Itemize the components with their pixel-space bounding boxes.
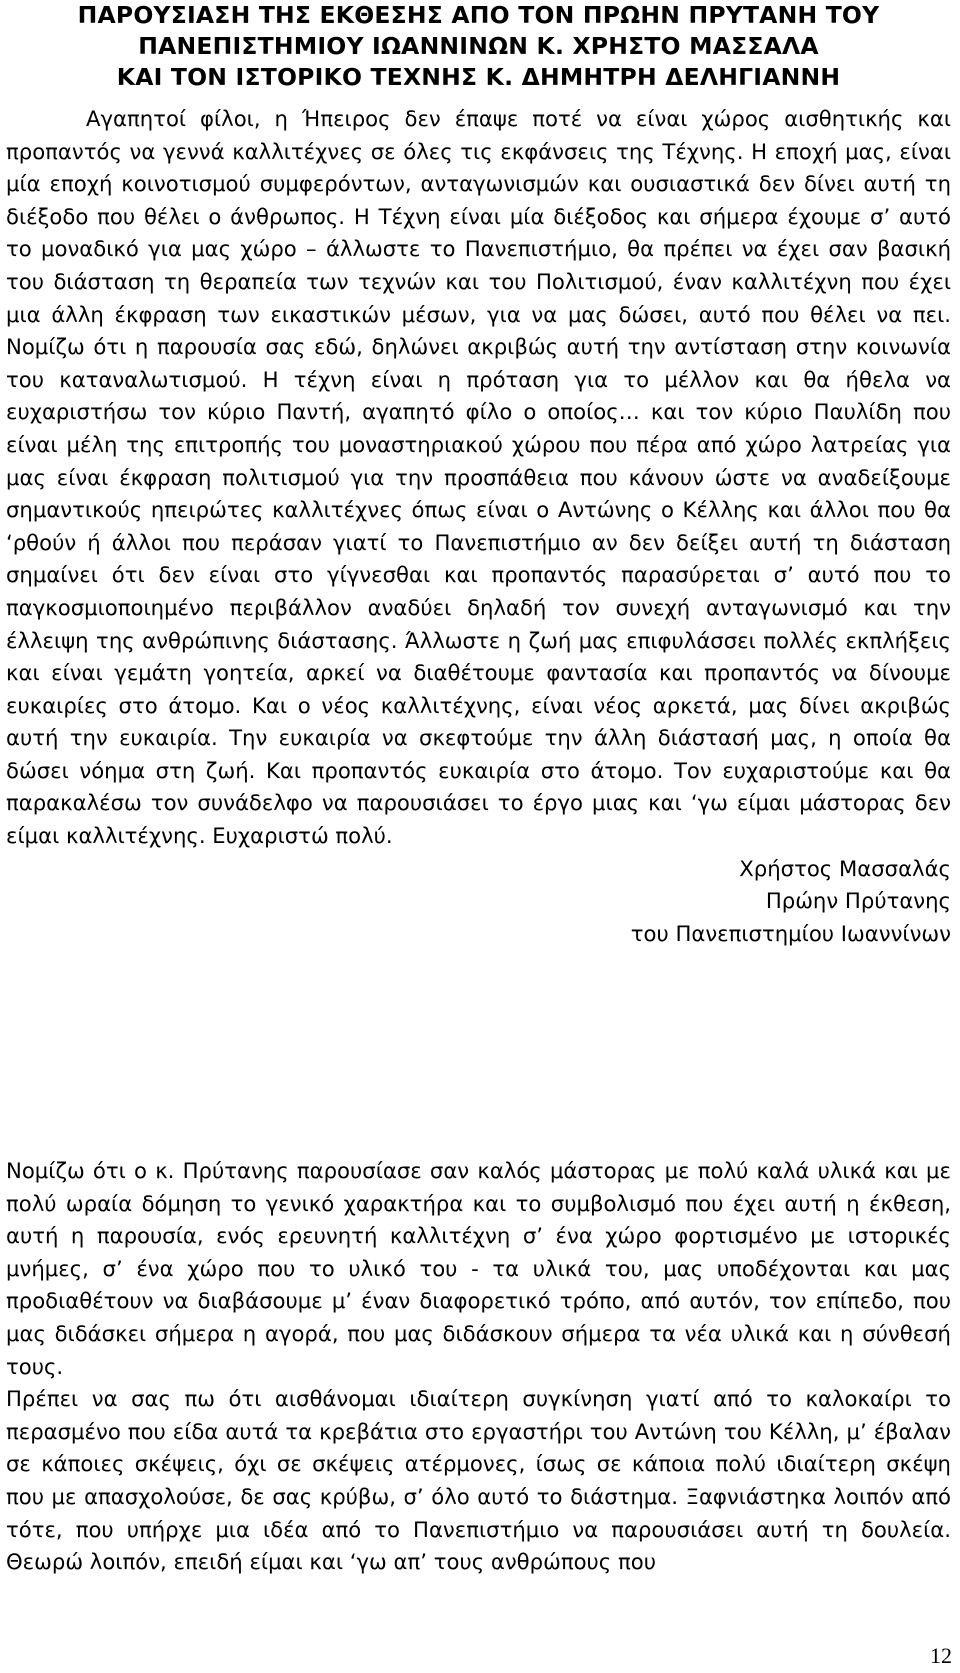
second-speech	[6, 1155, 951, 1579]
signature-role: Πρώην Πρύτανης	[765, 888, 951, 914]
body-paragraph: Πρέπει να σας πω ότι αισθάνομαι ιδιαίτερη συγκίνηση γιατί από το καλοκαίρι το περασμένο που είδα αυτά τα κρεβάτια στο εργαστήρι του Αντώνη του Κέλλη, μ’ έβαλαν σε κάποιες σκέψεις, όχι σε σκέψεις ατέρμονες, ίσως σε κάποια πολύ ιδιαίτερη σκέψη που με απασχολούσε, δε σας κρύβω, σ’ όλο αυτό το διάστημα. Ξαφνιάστηκα λοιπόν από τότε, που υπήρχε μια ιδέα από το Πανεπιστήμιο να παρουσιάσει αυτή τη δουλεία. Θεωρώ λοιπόν, επειδή είμαι και ‘γω απ’ τους ανθρώπους που	[6, 1386, 951, 1575]
title-line: ΚΑΙ ΤΟΝ ΙΣΤΟΡΙΚΟ ΤΕΧΝΗΣ Κ. ΔΗΜΗΤΡΗ ΔΕΛΗΓΙΑΝΝΗ	[116, 63, 841, 91]
signature-block	[6, 853, 951, 951]
body-paragraph: Νομίζω ότι ο κ. Πρύτανης παρουσίασε σαν καλός μάστορας με πολύ καλά υλικά και με πολύ ωραία δόμηση το γενικό χαρακτήρα και το συμβολισμό που έχει αυτή η έκθεση, αυτή η παρουσία, ενός ερευνητή καλλιτέχνη σ’ ένα χώρο φορτισμένο με ιστορικές μνήμες, σ’ ένα χώρο που το υλικό του - τα υλικά του, μας υποδέχονται και μας προδιαθέτουν να διαβάσουμε μ’ έναν διαφορετικό τρόπο, από αυτόν, τον επίπεδο, που μας διδάσκει σήμερα η αγορά, που μας διδάσκουν σήμερα τα νέα υλικά και η σύνθεσή τους.	[6, 1158, 951, 1379]
signature-name: Χρήστος Μασσαλάς	[739, 855, 951, 881]
signature-institution: του Πανεπιστημίου Ιωαννίνων	[630, 920, 951, 946]
page-title	[6, 0, 951, 93]
document-page	[6, 0, 951, 1575]
title-line: ΠΑΡΟΥΣΙΑΣΗ ΤΗΣ ΕΚΘΕΣΗΣ ΑΠΟ ΤΟΝ ΠΡΩΗΝ ΠΡΥΤΑΝΗ ΤΟΥ	[77, 1, 880, 29]
title-line: ΠΑΝΕΠΙΣΤΗΜΙΟΥ ΙΩΑΝΝΙΝΩΝ Κ. ΧΡΗΣΤΟ ΜΑΣΣΑΛΑ	[138, 32, 819, 60]
page-number: 12	[930, 1643, 952, 1668]
speech-paragraph: Αγαπητοί φίλοι, η Ήπειρος δεν έπαψε ποτέ να είναι χώρος αισθητικής και προπαντός να γεννά καλλιτέχνες σε όλες τις εκφάνσεις της Τέχνης. Η εποχή μας, είναι μία εποχή κοινοτισμού συμφερόντων, ανταγωνισμών και ουσιαστικά δεν δίνει αυτή τη διέξοδο που θέλει ο άνθρωπος. Η Τέχνη είναι μία διέξοδος και σήμερα έχουμε σ’ αυτό το μοναδικό για μας χώρο – άλλωστε το Πανεπιστήμιο, θα πρέπει να έχει σαν βασική του διάσταση τη θεραπεία των τεχνών και του Πολιτισμού, έναν καλλιτέχνη που έχει μια άλλη έκφραση των εικαστικών μέσων, για να μας δώσει, αυτό που θέλει να πει. Νομίζω ότι η παρουσία σας εδώ, δηλώνει ακριβώς αυτή την αντίσταση στην κοινωνία του καταναλωτισμού. Η τέχνη είναι η πρόταση για το μέλλον και θα ήθελα να ευχαριστήσω τον κύριο Παντή, αγαπητό φίλο ο οποίος… και τον κύριο Παυλίδη που είναι μέλη της επιτροπής του μοναστηριακού χώρου που πέρα από χώρο λατρείας για μας είναι έκφραση πολιτισμού για την προσπάθεια που κάνουν ώστε να αναδείξουμε σημαντικούς ηπειρώτες καλλιτέχνες όπως είναι ο Αντώνης ο Κέλλης και άλλοι που θα ‘ρθούν ή άλλοι που περάσαν γιατί το Πανεπιστήμιο αν δεν δείξει αυτή τη διάσταση σημαίνει ότι δεν είναι στο γίγνεσθαι και προπαντός παρασύρεται σ’ αυτό που το παγκοσμιοποιημένο περιβάλλον αναδύει δηλαδή τον συνεχή ανταγωνισμό και την έλλειψη της ανθρώπινης διάστασης. Άλλωστε η ζωή μας επιφυλάσσει πολλές εκπλήξεις και είναι γεμάτη γοητεία, αρκεί να διαθέτουμε φαντασία και προπαντός να δίνουμε ευκαιρίες στο άτομο. Και ο νέος καλλιτέχνης, είναι νέος αρκετά, μας δίνει ακριβώς αυτή την ευκαιρία. Την ευκαιρία να σκεφτούμε την άλλη διάστασή μας, η οποία θα δώσει νόημα στη ζωή. Και προπαντός ευκαιρία στο άτομο. Τον ευχαριστούμε και θα παρακαλέσω τον συνάδελφο να παρουσιάσει το έργο μιας και ‘γω είμαι μάστορας δεν είμαι καλλιτέχνης. Ευχαριστώ πολύ.	[6, 106, 951, 849]
